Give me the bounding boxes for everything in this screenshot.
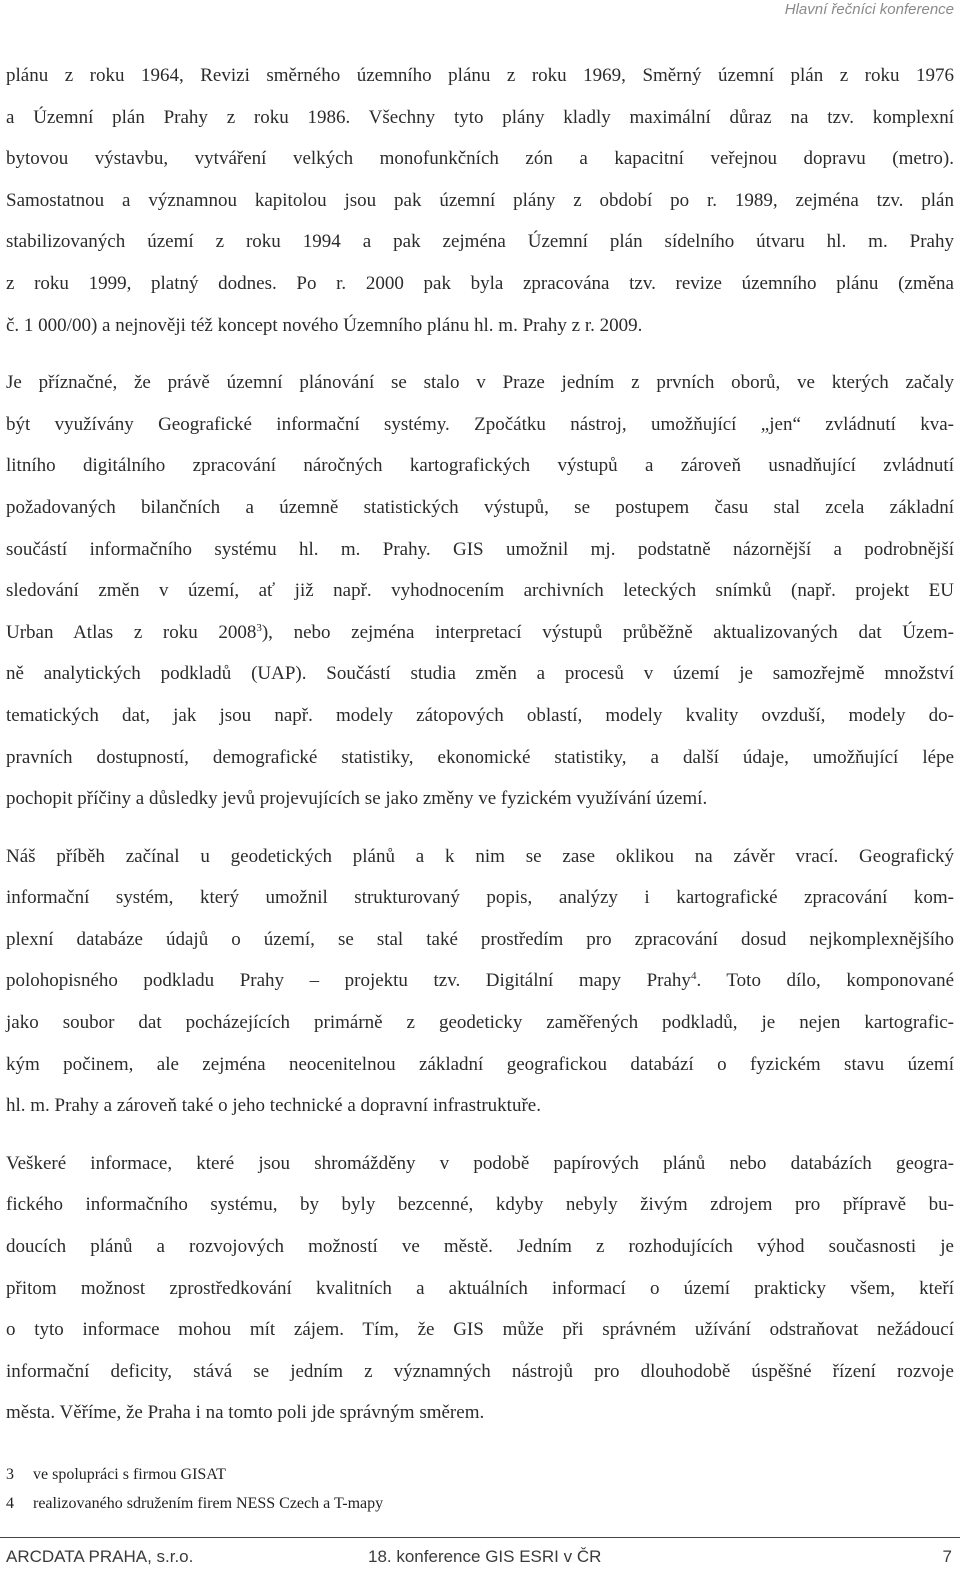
text-line: Náš příběh začínal u geodetických plánů a k nim se zase oklikou na závěr vrací. Geografický: [6, 845, 954, 867]
text-segment: Urban Atlas z roku 2008: [6, 621, 257, 643]
text-segment: ), nebo zejména interpretací výstupů průběžně aktualizovaných dat Územ-: [261, 621, 954, 643]
footnote-3: [6, 1460, 954, 1489]
text-line: pravních dostupností, demografické statistiky, ekonomické statistiky, a další údaje, umožňující lépe: [6, 746, 954, 768]
text-line: Veškeré informace, které jsou shromážděny v podobě papírových plánů nebo databázích geogra-: [6, 1152, 954, 1174]
text-line-with-footnote: [6, 960, 954, 1002]
page-number: 7: [942, 1547, 952, 1566]
text-line: doucích plánů a rozvojových možností ve městě. Jedním z rozhodujících výhod současnosti je: [6, 1236, 954, 1258]
footnote-text: realizovaného sdružením firem NESS Czech a T-mapy: [33, 1494, 384, 1512]
text-line: a Územní plán Prahy z roku 1986. Všechny tyto plány kladly maximální důraz na tzv. komplexní: [6, 106, 954, 128]
footnote-number: 4: [6, 1494, 14, 1512]
text-line: součástí informačního systému hl. m. Prahy. GIS umožnil mj. podstatně názornější a podrobnější: [6, 538, 954, 560]
text-line: stabilizovaných území z roku 1994 a pak zejména Územní plán sídelního útvaru hl. m. Prahy: [6, 231, 954, 253]
running-header: Hlavní řečníci konference: [784, 1, 954, 18]
text-line: fického informačního systému, by byly bezcenné, kdyby nebyly živým zdrojem pro přípravě bu-: [6, 1194, 954, 1216]
footnote-reference: 3: [256, 621, 262, 634]
text-line: být využívány Geografické informační systémy. Zpočátku nástroj, umožňující „jen“ zvládnutí kva-: [6, 413, 954, 435]
footer-event: 18. konference GIS ESRI v ČR: [368, 1547, 602, 1566]
text-line: plexní databáze údajů o území, se stal také prostředím pro zpracování dosud nejkomplexnějšího: [6, 928, 954, 950]
text-line: přitom možnost zprostředkování kvalitních a aktuálních informací o území prakticky všem, kteří: [6, 1277, 954, 1299]
paragraph-4: [6, 1143, 954, 1434]
footnote-4: [6, 1489, 954, 1518]
text-line: hl. m. Prahy a zároveň také o jeho technické a dopravní infrastruktuře.: [6, 1095, 541, 1117]
text-line: jako soubor dat pocházejících primárně z geodeticky zaměřených podkladů, je nejen kartografic-: [6, 1012, 954, 1034]
text-line: plánu z roku 1964, Revizi směrného územního plánu z roku 1969, Směrný územní plán z roku 1976: [6, 65, 954, 86]
paragraph-3: [6, 836, 954, 1127]
text-line: informační systém, který umožnil strukturovaný popis, analýzy i kartografické zpracování kom-: [6, 887, 954, 909]
footer-publisher: ARCDATA PRAHA, s.r.o.: [6, 1547, 194, 1566]
paragraph-1: [6, 55, 954, 346]
text-line: č. 1 000/00) a nejnověji též koncept nového Územního plánu hl. m. Prahy z r. 2009.: [6, 314, 643, 336]
text-line: tematických dat, jak jsou např. modely zátopových oblastí, modely kvality ovzduší, modely do-: [6, 704, 954, 726]
text-line: Je příznačné, že právě územní plánování se stalo v Praze jedním z prvních oborů, ve kterých začaly: [6, 372, 954, 394]
text-line: Samostatnou a významnou kapitolou jsou pak územní plány z období po r. 1989, zejména tzv. plán: [6, 189, 954, 211]
text-line: o tyto informace mohou mít zájem. Tím, že GIS může při správném užívání odstraňovat nežádoucí: [6, 1319, 954, 1341]
footer-divider: [0, 1537, 960, 1538]
text-segment: . Toto dílo, komponované: [696, 970, 954, 992]
page-footer: [0, 1543, 960, 1573]
text-line: kým počinem, ale zejména neocenitelnou základní geografickou databází o fyzickém stavu území: [6, 1053, 954, 1075]
footnotes: [6, 1460, 954, 1518]
footnote-number: 3: [6, 1465, 14, 1483]
text-line: z roku 1999, platný dodnes. Po r. 2000 pak byla zpracována tzv. revize územního plánu (změna: [6, 272, 954, 294]
text-line: města. Věříme, že Praha i na tomto poli jde správným směrem.: [6, 1402, 485, 1424]
footnote-reference: 4: [690, 970, 697, 983]
text-line: litního digitálního zpracování náročných kartografických výstupů a zároveň usnadňující zvládnutí: [6, 455, 954, 477]
text-line: bytovou výstavbu, vytváření velkých monofunkčních zón a kapacitní veřejnou dopravu (metro).: [6, 148, 954, 170]
text-line-with-footnote: [6, 612, 954, 654]
paragraph-2: [6, 362, 954, 820]
text-line: sledování změn v území, ať již např. vyhodnocením archivních leteckých snímků (např. projekt EU: [6, 580, 954, 602]
article-body: [6, 55, 954, 1434]
footnote-text: ve spolupráci s firmou GISAT: [33, 1465, 226, 1483]
text-line: ně analytických podkladů (UAP). Součástí studia změn a procesů v území je samozřejmě množství: [6, 663, 954, 685]
text-line: požadovaných bilančních a územně statistických výstupů, se postupem času stal zcela základní: [6, 496, 954, 518]
text-line: pochopit příčiny a důsledky jevů projevujících se jako změny ve fyzickém využívání území.: [6, 788, 708, 810]
text-segment: polohopisného podkladu Prahy – projektu tzv. Digitální mapy Prahy: [6, 970, 691, 992]
text-line: informační deficity, stává se jedním z významných nástrojů pro dlouhodobě úspěšné řízení rozvoje: [6, 1360, 954, 1382]
